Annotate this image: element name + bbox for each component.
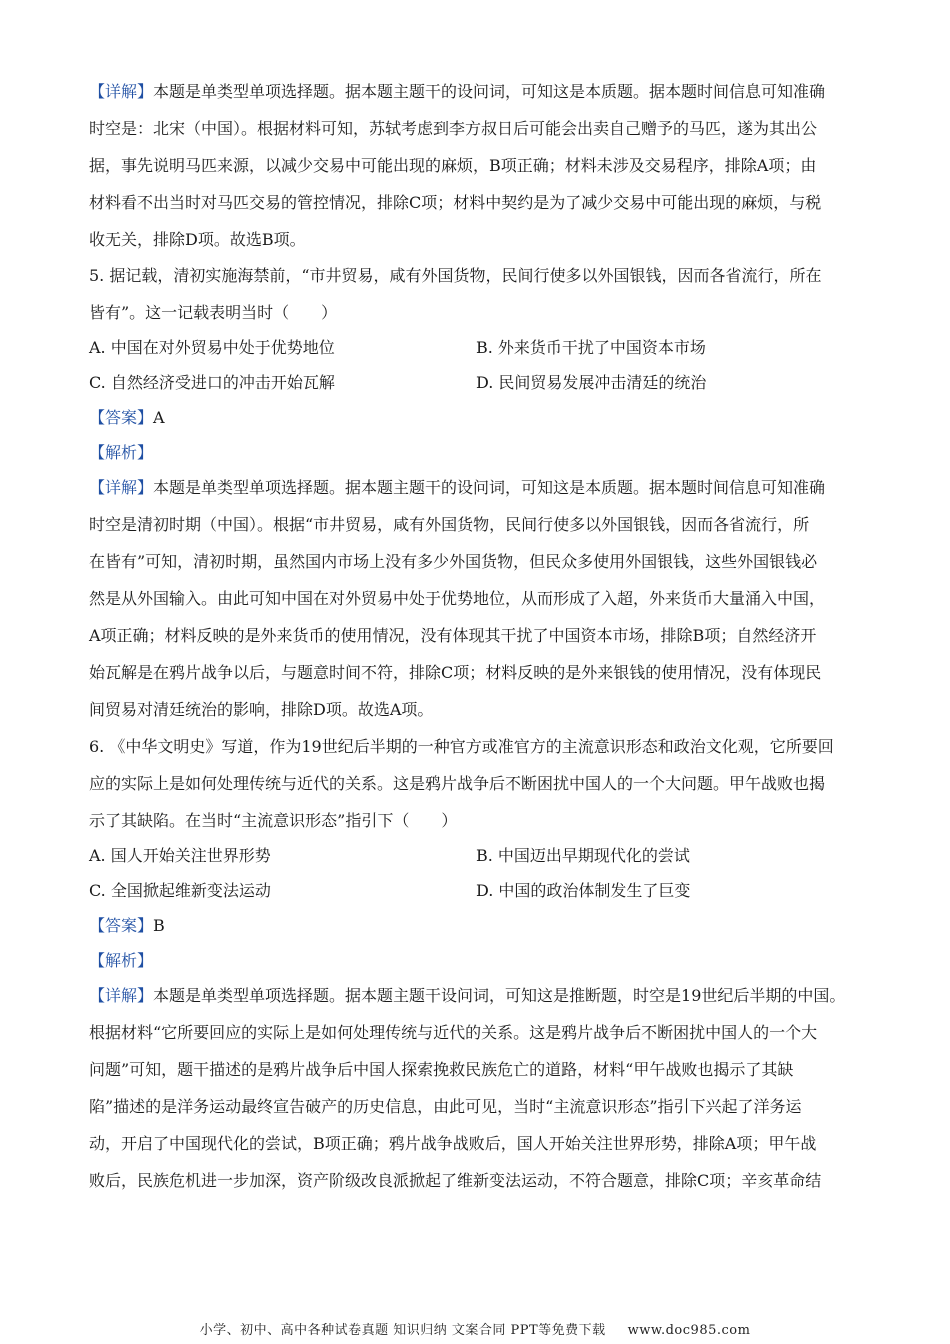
q5-detail-line-2: 时空是清初时期（中国）。根据“市井贸易，咸有外国货物，民间行使多以外国银钱，因而各省流行，所 bbox=[89, 515, 810, 534]
q6-option-b: B. 中国迈出早期现代化的尝试 bbox=[476, 846, 690, 865]
q5-detail-line-1: 【详解】本题是单类型单项选择题。据本题主题干的设问词，可知这是本质题。据本题时间信息可知准确 bbox=[89, 478, 826, 497]
q6-analysis-tag: 【解析】 bbox=[89, 951, 154, 970]
q6-option-d: D. 中国的政治体制发生了巨变 bbox=[476, 881, 691, 900]
q4-detail-line-1: 【详解】本题是单类型单项选择题。据本题主题干的设问词，可知这是本质题。据本题时间信息可知准确 bbox=[89, 82, 826, 101]
answer-tag: 【答案】 bbox=[89, 916, 154, 935]
q5-detail-line-5: A项正确；材料反映的是外来货币的使用情况，没有体现其干扰了中国资本市场，排除B项；自然经济开 bbox=[89, 626, 817, 645]
q5-detail-line-7: 间贸易对清廷统治的影响，排除D项。故选A项。 bbox=[89, 700, 434, 719]
q5-detail-line-3: 在皆有”可知，清初时期，虽然国内市场上没有多少外国货物，但民众多使用外国银钱，这些外国银钱必 bbox=[89, 552, 818, 571]
q4-detail-line-2: 时空是：北宋（中国）。根据材料可知，苏轼考虑到李方叔日后可能会出卖自己赠予的马匹，遂为其出公 bbox=[89, 119, 818, 138]
footer-text: 小学、初中、高中各种试卷真题 知识归纳 文案合同 PPT等免费下载 bbox=[199, 1323, 606, 1338]
q5-stem-line-1: 5. 据记载，清初实施海禁前，“市井贸易，咸有外国货物，民间行使多以外国银钱，因而各省流行，所在 bbox=[89, 266, 822, 285]
q6-detail-line-3: 问题”可知，题干描述的是鸦片战争后中国人探索挽救民族危亡的道路，材料“甲午战败也揭示了其缺 bbox=[89, 1060, 794, 1079]
q6-detail-line-5: 动，开启了中国现代化的尝试，B项正确；鸦片战争战败后，国人开始关注世界形势，排除A项；甲午战 bbox=[89, 1134, 817, 1153]
q6-detail-line-2: 根据材料“它所要回应的实际上是如何处理传统与近代的关系。这是鸦片战争后不断困扰中国人的一个大 bbox=[89, 1023, 818, 1042]
q6-stem-line-1: 6. 《中华文明史》写道，作为19世纪后半期的一种官方或准官方的主流意识形态和政治文化观，它所要回 bbox=[89, 737, 834, 756]
q6-stem-line-3: 示了其缺陷。在当时“主流意识形态”指引下（ ） bbox=[89, 811, 458, 830]
q6-detail-line-4: 陷”描述的是洋务运动最终宣告破产的历史信息，由此可见，当时“主流意识形态”指引下兴起了洋务运 bbox=[89, 1097, 802, 1116]
q6-option-a: A. 国人开始关注世界形势 bbox=[89, 846, 271, 865]
q5-answer bbox=[89, 408, 879, 428]
detail-tag: 【详解】 bbox=[89, 986, 154, 1005]
q5-option-a: A. 中国在对外贸易中处于优势地位 bbox=[89, 338, 335, 357]
answer-value: A bbox=[153, 408, 165, 427]
q6-detail-line-1: 【详解】本题是单类型单项选择题。据本题主题干设问词，可知这是推断题，时空是19世纪后半期的中国。 bbox=[89, 986, 846, 1005]
q5-option-d: D. 民间贸易发展冲击清廷的统治 bbox=[476, 373, 707, 392]
q4-detail-line-3: 据，事先说明马匹来源，以减少交易中可能出现的麻烦，B项正确；材料未涉及交易程序，排除A项；由 bbox=[89, 156, 817, 175]
detail-tag: 【详解】 bbox=[89, 82, 154, 101]
q5-option-c: C. 自然经济受进口的冲击开始瓦解 bbox=[89, 373, 335, 392]
q4-detail-line-5: 收无关，排除D项。故选B项。 bbox=[89, 230, 306, 249]
q6-detail-line-6: 败后，民族危机进一步加深，资产阶级改良派掀起了维新变法运动，不符合题意，排除C项；辛亥革命结 bbox=[89, 1171, 822, 1190]
footer-url-link[interactable]: www.doc985.com bbox=[627, 1323, 751, 1338]
q5-option-b: B. 外来货币干扰了中国资本市场 bbox=[476, 338, 706, 357]
answer-value: B bbox=[153, 916, 165, 935]
q4-detail-line-4: 材料看不出当时对马匹交易的管控情况，排除C项；材料中契约是为了减少交易中可能出现的麻烦，与税 bbox=[89, 193, 822, 212]
q5-detail-line-6: 始瓦解是在鸦片战争以后，与题意时间不符，排除C项；材料反映的是外来银钱的使用情况，没有体现民 bbox=[89, 663, 822, 682]
q6-stem-line-2: 应的实际上是如何处理传统与近代的关系。这是鸦片战争后不断困扰中国人的一个大问题。甲午战败也揭 bbox=[89, 774, 826, 793]
q6-option-c: C. 全国掀起维新变法运动 bbox=[89, 881, 271, 900]
q6-answer bbox=[89, 916, 879, 936]
page-footer bbox=[0, 1322, 950, 1340]
detail-tag: 【详解】 bbox=[89, 478, 154, 497]
answer-tag: 【答案】 bbox=[89, 408, 154, 427]
q5-stem-line-2: 皆有”。这一记载表明当时（ ） bbox=[89, 303, 338, 322]
q5-analysis-tag: 【解析】 bbox=[89, 443, 154, 462]
q5-detail-line-4: 然是从外国输入。由此可知中国在对外贸易中处于优势地位，从而形成了入超，外来货币大量涌入中国， bbox=[89, 589, 826, 608]
